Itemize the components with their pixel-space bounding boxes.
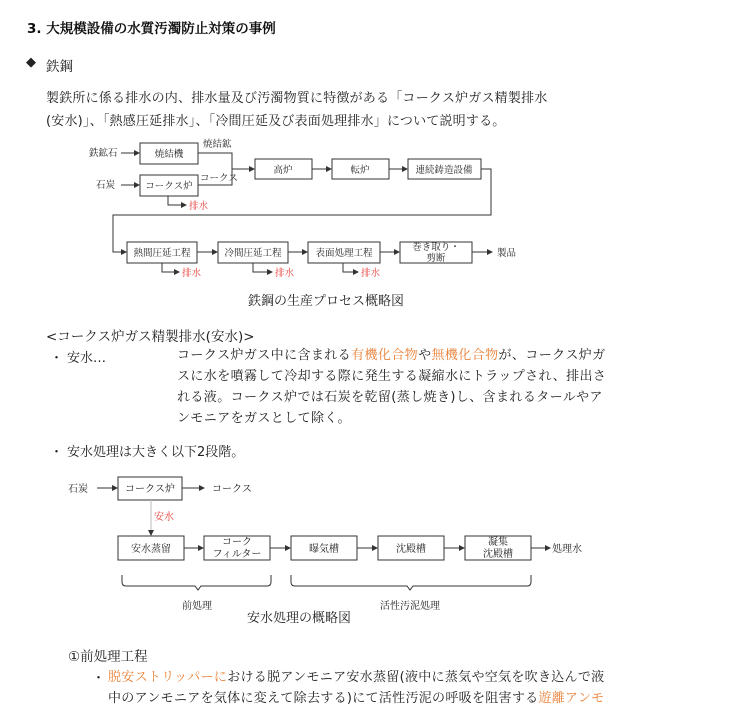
input-coal: 石炭 xyxy=(96,180,116,191)
box-coag-label-2: 沈殿槽 xyxy=(483,549,513,560)
box-coil-label-1: 巻き取り・ xyxy=(412,242,460,253)
diagram1-caption: 鉄鋼の生産プロセス概略図 xyxy=(248,294,405,309)
input-coal-2: 石炭 xyxy=(68,484,88,495)
drain-label-hot: 排水 xyxy=(182,268,202,279)
drain-label-coke: 排水 xyxy=(189,201,209,212)
step1-line-1: 脱安ストリッパーにおける脱アンモニア安水蒸留(液中に蒸気や空気を吹き込んで液 xyxy=(108,670,605,685)
input-ore: 鉄鉱石 xyxy=(89,148,118,159)
step1-title: ①前処理工程 xyxy=(68,649,148,665)
term-free-ammonia: 遊離アンモ xyxy=(538,691,605,706)
box-cold-roll-label: 冷間圧延工程 xyxy=(224,248,282,259)
box-settle-label: 沈殿槽 xyxy=(396,544,426,555)
drain-label-surface: 排水 xyxy=(361,268,381,279)
box-sinter-label: 焼結機 xyxy=(154,149,184,160)
box-distill-label: 安水蒸留 xyxy=(131,544,171,555)
drain-label-cold: 排水 xyxy=(275,268,295,279)
ammonia-water-label: 安水 xyxy=(154,512,174,523)
intro-line-1: 製鉄所に係る排水の内、排水量及び汚濁物質に特徴がある「コークス炉ガス精製排水 xyxy=(46,91,548,106)
box-coke-oven-2-label: コークス炉 xyxy=(125,484,175,495)
box-filter-label-1: コーク xyxy=(222,537,252,548)
brace-label-activated: 活性汚泥処理 xyxy=(380,601,440,612)
output-treated-water: 処理水 xyxy=(552,544,582,555)
bullet-mark: ・ xyxy=(50,351,64,366)
box-coke-oven-label: コークス炉 xyxy=(145,181,193,192)
diagram2-caption: 安水処理の概略図 xyxy=(247,611,352,626)
definition-line-3: れる液。コークス炉では石炭を乾留(蒸し焼き)し、含まれるタールやア xyxy=(177,390,603,405)
intro-line-2: (安水)」、「熱感圧延排水」、「冷間圧延及び表面処理排水」について説明する。 xyxy=(46,114,506,129)
definition-line-1: コークス炉ガス中に含まれる有機化合物や無機化合物が、コークス炉ガ xyxy=(177,348,606,363)
brace-label-pre: 前処理 xyxy=(182,601,212,612)
label-coke: コークス xyxy=(200,173,238,184)
bullet-mark: ・ xyxy=(92,671,106,686)
box-casting-label: 連続鋳造設備 xyxy=(415,165,473,176)
page-heading: 3. 大規模設備の水質汚濁防止対策の事例 xyxy=(27,21,276,37)
box-surface-label: 表面処理工程 xyxy=(315,248,373,259)
definition-line-2: スに水を噴霧して冷却する際に発生する凝縮水にトラップされ、排出さ xyxy=(177,369,607,384)
box-blast-label: 高炉 xyxy=(273,165,293,176)
box-coil-label-2: 剪断 xyxy=(426,253,446,264)
bullet-mark: ・ xyxy=(50,445,64,460)
term-inorganic: 無機化合物 xyxy=(431,348,499,363)
label-sinter: 焼結鉱 xyxy=(203,139,232,150)
term-ammonia-water: 安水… xyxy=(67,351,107,366)
output-coke: コークス xyxy=(212,484,252,495)
box-aeration-label: 曝気槽 xyxy=(309,544,339,555)
box-coag-label-1: 凝集 xyxy=(488,537,508,548)
section-title: 鉄鋼 xyxy=(46,59,73,75)
treatment-summary: 安水処理は大きく以下2段階。 xyxy=(67,445,245,460)
step1-line-2: 中のアンモニアを気体に変えて除去する)にて活性汚泥の呼吸を阻害する遊離アンモ xyxy=(108,691,605,706)
diamond-bullet-icon: ◆ xyxy=(26,55,36,70)
term-organic: 有機化合物 xyxy=(351,348,419,363)
definition-line-4: ンモニアをガスとして除く。 xyxy=(177,411,351,426)
box-filter-label-2: フィルター xyxy=(212,549,262,560)
box-hot-roll-label: 熱間圧延工程 xyxy=(133,248,191,259)
box-converter-label: 転炉 xyxy=(350,165,370,176)
term-stripper: 脱安ストリッパーに xyxy=(108,670,228,685)
output-product: 製品 xyxy=(497,248,517,259)
subsection-title: <コークス炉ガス精製排水(安水)> xyxy=(46,329,255,345)
